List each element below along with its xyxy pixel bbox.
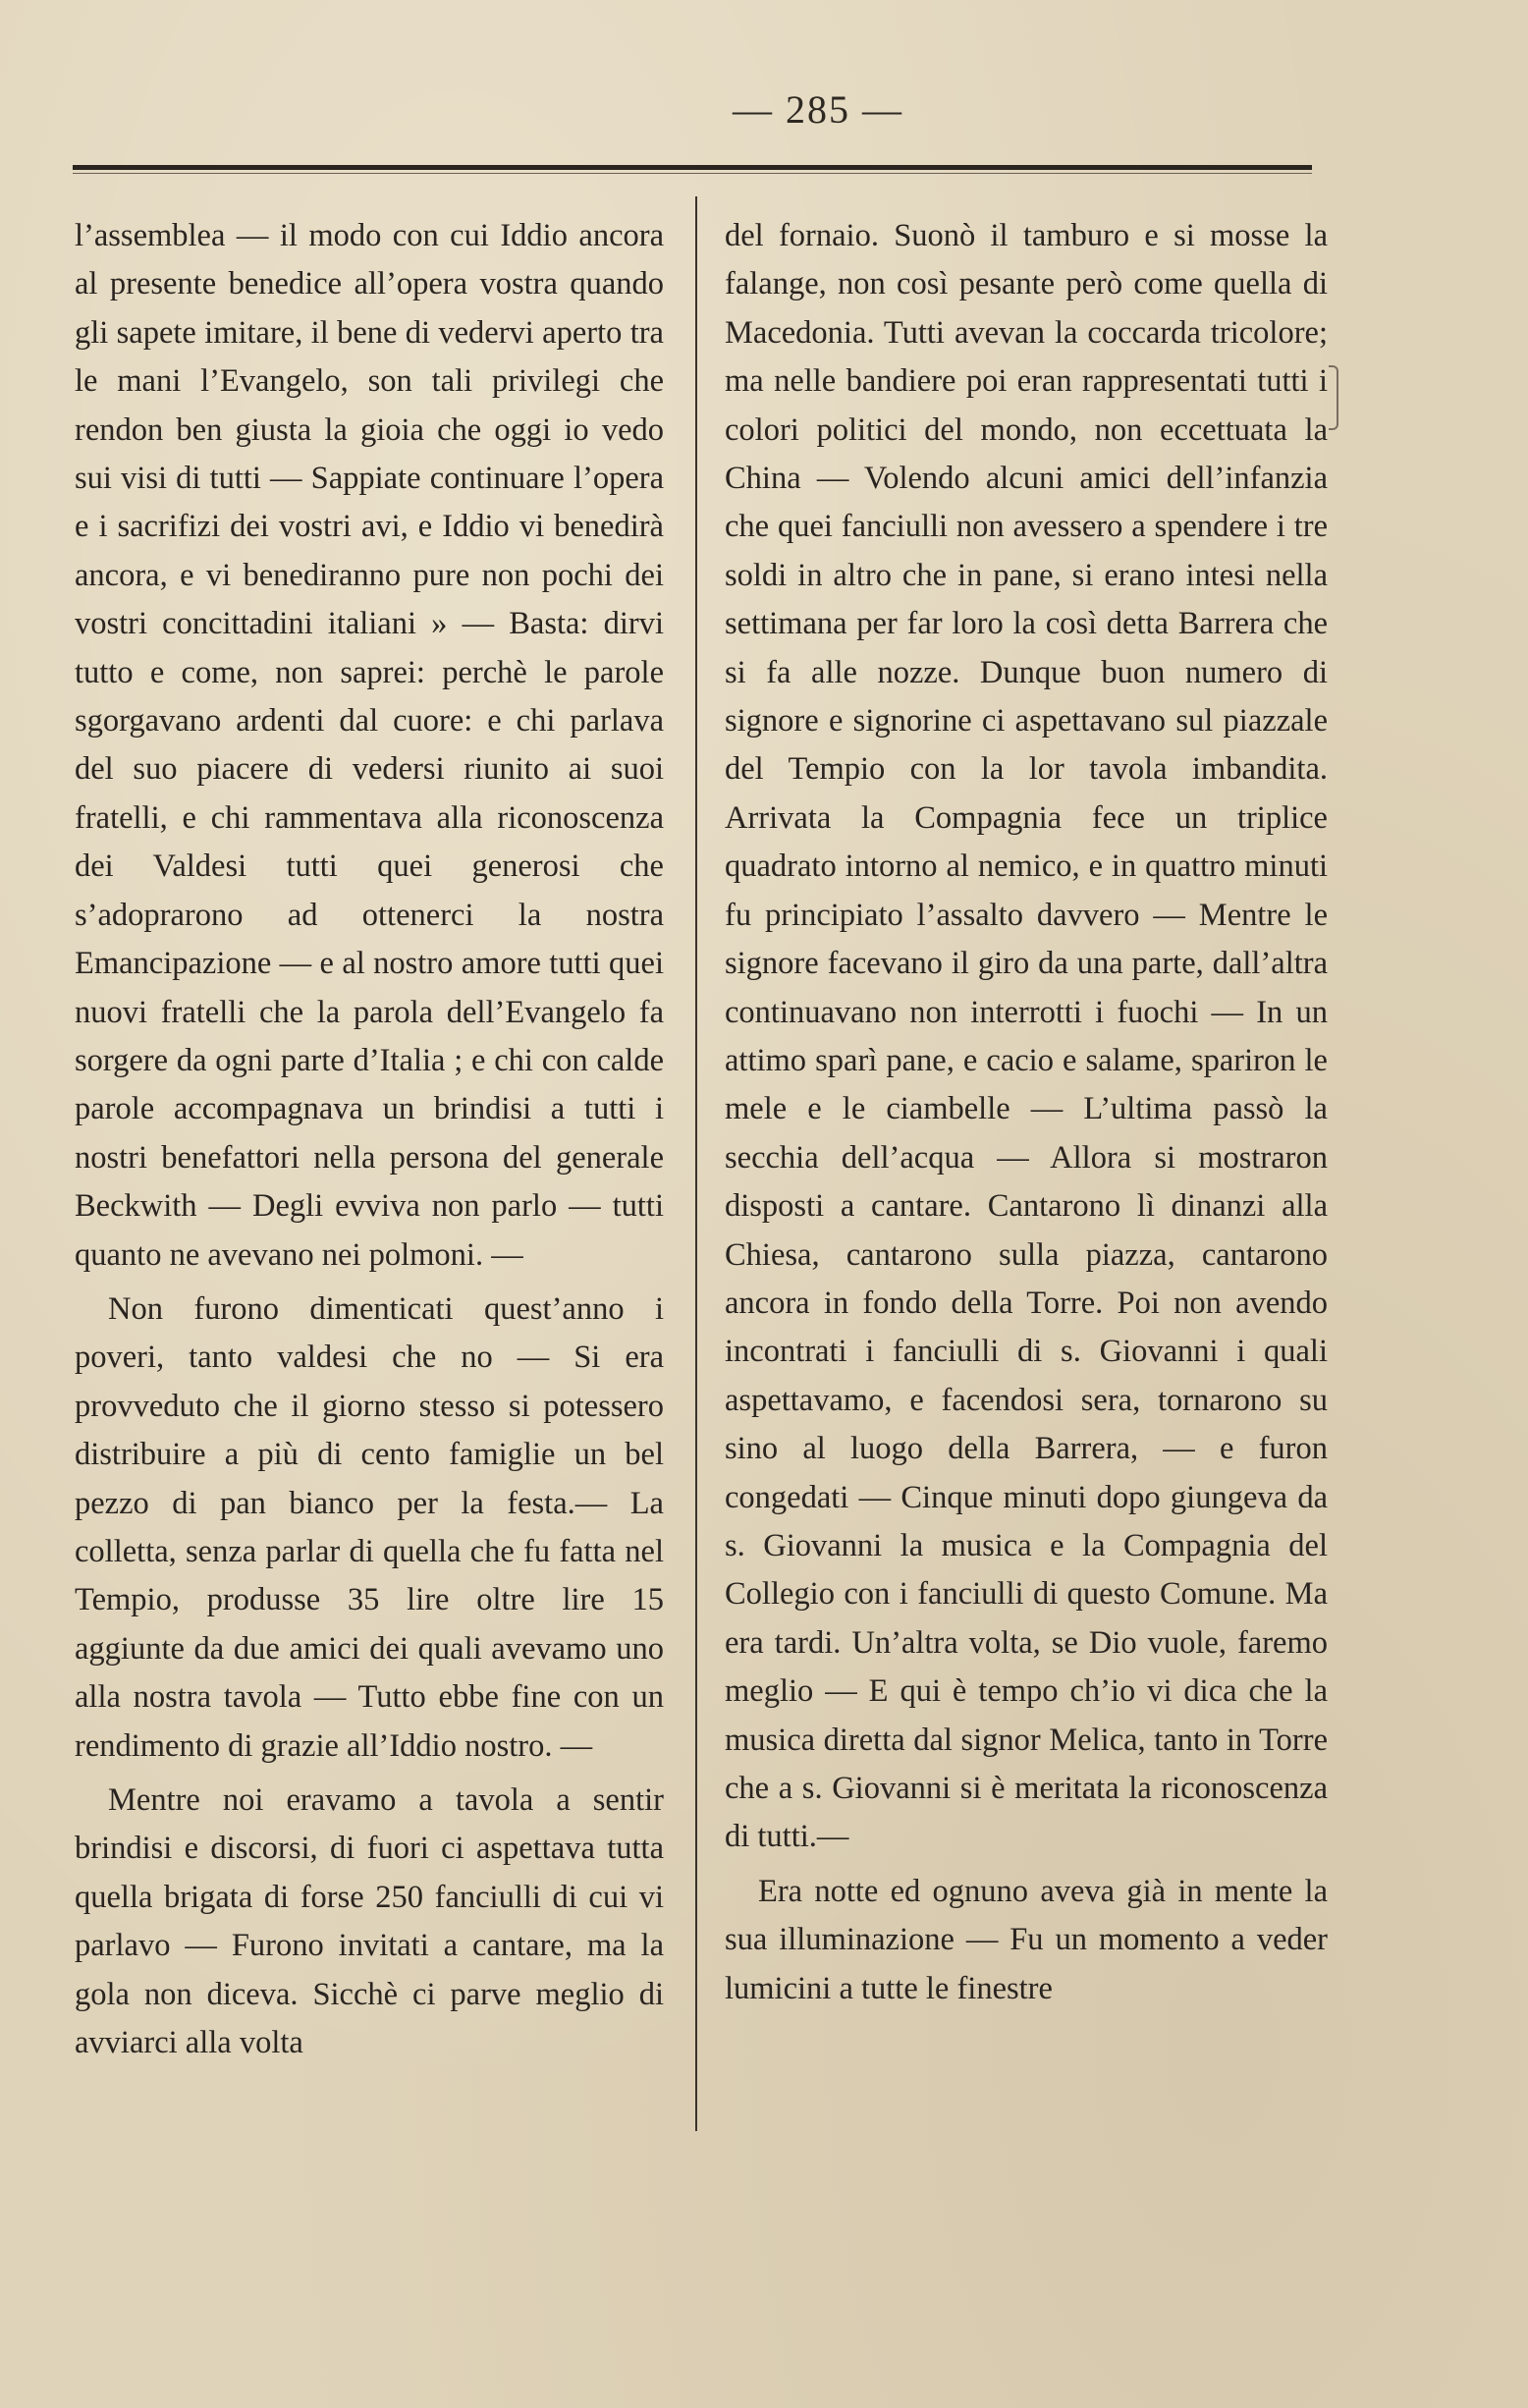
left-paragraph-1: l’assemblea — il modo con cui Iddio ancora al presente benedice all’opera vostra quando gli sapete imitare, il bene di vedervi aperto tra le mani l’Evangelo, son tali privilegi che rendon ben giusta la gioia che oggi io vedo sui visi di tutti — Sappiate continuare l’opera e i sacrifizi dei vostri avi, e Iddio vi benedirà ancora, e vi benediranno pure non pochi dei vostri concittadini italiani » — Basta: dirvi tutto e come, non saprei: perchè le parole sgorgavano ardenti dal cuore: e chi parlava del suo piacere di vedersi riunito ai suoi fratelli, e chi rammentava alla riconoscenza dei Valdesi tutti quei generosi che s’adoprarono ad ottenerci la nostra Emancipazione — e al nostro amore tutti quei nuovi fratelli che la parola dell’Evangelo fa sorgere da ogni parte d’Italia ; e chi con calde parole accompagnava un brindisi a tutti i nostri benefattori nella persona del generale Beckwith — Degli evviva non parlo — tutti quanto ne avevano nei polmoni. — bbox=[75, 218, 664, 1273]
header-rule bbox=[73, 165, 1312, 170]
header-rule-thin bbox=[73, 173, 1312, 174]
left-paragraph-2: Non furono dimenticati quest’anno i poveri, tanto valdesi che no — Si era provveduto che il giorno stesso si potessero distribuire a più di cento famiglie un bel pezzo di pan bianco per la festa.— La colletta, senza parlar di quella che fu fatta nel Tempio, produsse 35 lire oltre lire 15 aggiunte da due amici dei quali avevamo uno alla nostra tavola — Tutto ebbe fine con un rendimento di grazie all’Iddio nostro. — bbox=[75, 1290, 664, 1764]
right-column bbox=[725, 212, 1328, 2013]
right-paragraph-2: Era notte ed ognuno aveva già in mente la sua illuminazione — Fu un momento a veder lumicini a tutte le finestre bbox=[725, 1873, 1328, 2006]
page-number: — 285 — bbox=[733, 87, 903, 132]
right-paragraph-1: del fornaio. Suonò il tamburo e si mosse la falange, non così pesante però come quella di Macedonia. Tutti avevan la coccarda tricolore; ma nelle bandiere poi eran rappresentati tutti i colori politici del mondo, non eccettuata la China — Volendo alcuni amici dell’infanzia che quei fanciulli non avessero a spendere i tre soldi in altro che in pane, si erano intesi nella settimana per far loro la così detta Barrera che si fa alle nozze. Dunque buon numero di signore e signorine ci aspettavano sul piazzale del Tempio con la lor tavola imbandita. Arrivata la Compagnia fece un triplice quadrato intorno al nemico, e in quattro minuti fu principiato l’assalto davvero — Mentre le signore facevano il giro da una parte, dall’altra continuavano non interrotti i fuochi — In un attimo sparì pane, e cacio e salame, spariron le mele e le ciambelle — L’ultima passò la secchia dell’acqua — Allora si mostraron disposti a cantare. Cantarono lì dinanzi alla Chiesa, cantarono sulla piazza, cantarono ancora in fondo della Torre. Poi non avendo incontrati i fanciulli di s. Giovanni i quali aspettavamo, e facendosi sera, tornarono su sino al luogo della Barrera, — e furon congedati — Cinque minuti dopo giungeva da s. Giovanni la musica e la Compagnia del Collegio con i fanciulli di questo Comune. Ma era tardi. Un’altra volta, se Dio vuole, faremo meglio — E qui è tempo ch’io vi dica che la musica diretta dal signor Melica, tanto in Torre che a s. Giovanni si è meritata la riconoscenza di tutti.— bbox=[725, 218, 1328, 1855]
margin-bracket-mark bbox=[1329, 365, 1338, 430]
left-paragraph-3: Mentre noi eravamo a tavola a sentir brindisi e discorsi, di fuori ci aspettava tutta quella brigata di forse 250 fanciulli di cui vi parlavo — Furono invitati a cantare, ma la gola non diceva. Sicchè ci parve meglio di avviarci alla volta bbox=[75, 1782, 664, 2061]
left-column bbox=[75, 212, 664, 2067]
column-divider bbox=[695, 196, 697, 2131]
